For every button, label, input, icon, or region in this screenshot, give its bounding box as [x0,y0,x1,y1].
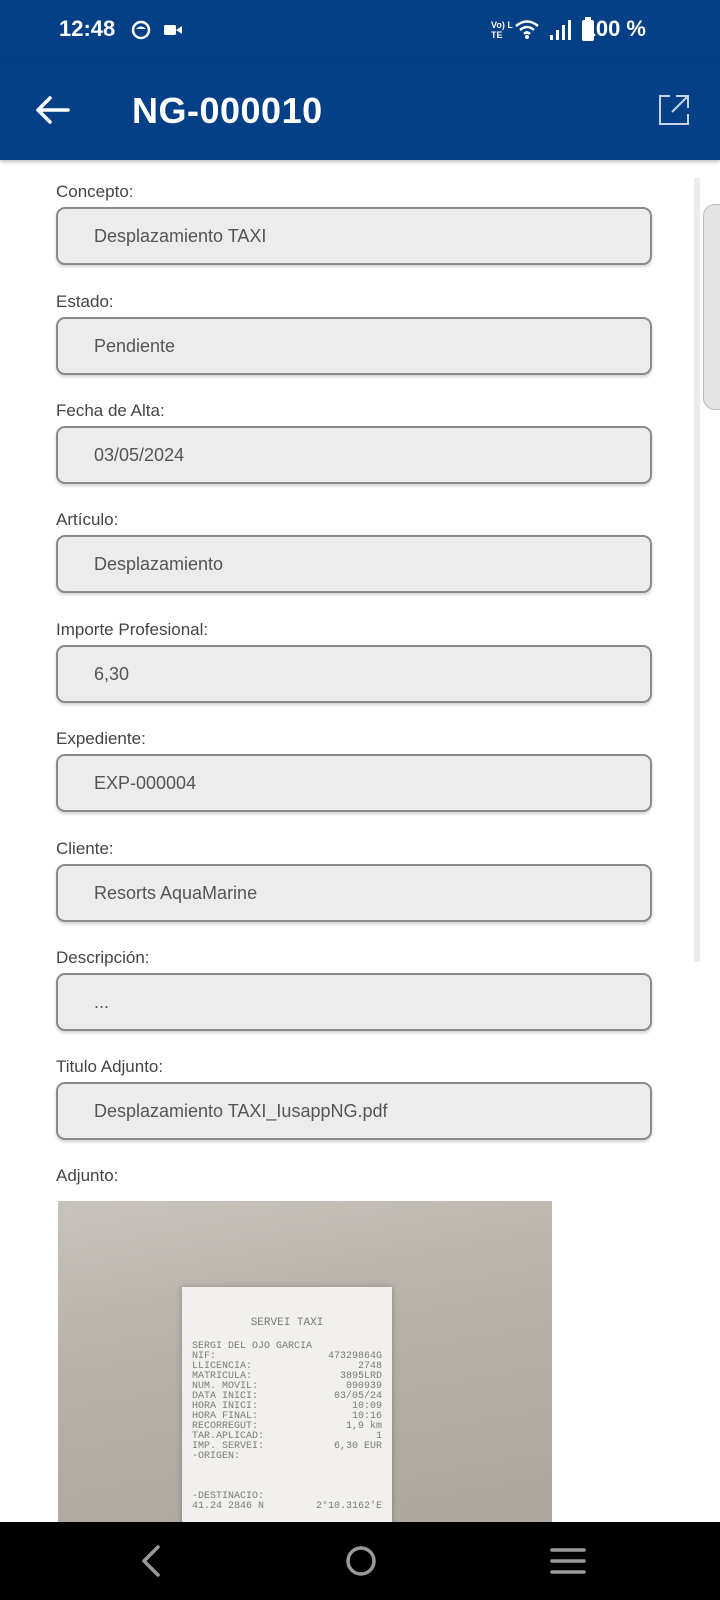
receipt-line: IMP. SERVEI: 6,30 EUR [192,1441,382,1452]
receipt-line: DATA INICI: 03/05/24 [192,1391,382,1402]
receipt-line: TAR.APLICAD: 1 [192,1431,382,1442]
field-expediente[interactable] [56,754,652,812]
volte-icon: Vo) LTE [491,20,513,40]
nav-home-icon [331,1538,391,1584]
back-button[interactable] [28,82,84,138]
app-notification-icon [131,20,151,40]
receipt-line: RECORREGUT: 1,9 km [192,1421,382,1432]
label-cliente: Cliente: [56,839,114,858]
receipt-line: HORA FINAL: 10:16 [192,1411,382,1422]
receipt-line: HORA INICI: 10:09 [192,1401,382,1412]
receipt-line: LLICENCIA: 2748 [192,1361,382,1372]
receipt-photo [182,1287,392,1531]
field-articulo[interactable] [56,535,652,593]
label-estado: Estado: [56,292,114,311]
nav-back-icon [122,1538,182,1584]
status-time: 12:48 [59,16,116,41]
receipt-line: -ORIGEN: [192,1451,241,1462]
field-fecha-alta-value: 03/05/2024 [94,445,185,465]
scroll-track [694,178,700,962]
field-titulo-adjunto[interactable] [56,1082,652,1140]
field-fecha-alta[interactable] [56,426,652,484]
receipt-line: MATRICULA: 3895LRD [192,1371,382,1382]
receipt-line: -DESTINACIO: [192,1491,265,1502]
signal-icon [549,19,573,41]
wifi-icon [514,18,540,40]
field-titulo-adjunto-value: Desplazamiento TAXI_IusappNG.pdf [94,1101,388,1121]
receipt-line: NIF: 47329864G [192,1351,382,1362]
system-nav-bar [0,1522,720,1600]
status-bar [0,0,720,60]
label-descripcion: Descripción: [56,948,150,967]
field-descripcion[interactable] [56,973,652,1031]
label-concepto: Concepto: [56,182,134,201]
label-adjunto: Adjunto: [56,1166,119,1185]
field-estado-value: Pendiente [94,336,176,356]
attachment-image[interactable] [58,1201,552,1531]
nav-menu-icon [538,1538,598,1584]
field-cliente[interactable] [56,864,652,922]
label-importe-profesional: Importe Profesional: [56,620,209,639]
battery-percent: 100 % [583,16,646,41]
video-icon [163,22,183,38]
nav-home-button[interactable] [331,1538,391,1584]
field-descripcion-value: ... [94,992,110,1012]
page-title: NG-000010 [132,90,323,131]
label-articulo: Artículo: [56,510,119,529]
nav-menu-button[interactable] [538,1538,598,1584]
field-concepto-value: Desplazamiento TAXI [94,226,267,246]
field-concepto[interactable] [56,207,652,265]
label-titulo-adjunto: Titulo Adjunto: [56,1057,164,1076]
receipt-line: SERGI DEL OJO GARCIA [192,1341,313,1352]
field-importe-profesional-value: 6,30 [94,664,130,684]
scrollbar-thumb[interactable] [703,204,720,410]
field-articulo-value: Desplazamiento [94,554,224,574]
open-external-icon [654,90,694,130]
receipt-header: SERVEI TAXI [250,1317,324,1329]
field-expediente-value: EXP-000004 [94,773,197,793]
field-estado[interactable] [56,317,652,375]
field-importe-profesional[interactable] [56,645,652,703]
label-fecha-alta: Fecha de Alta: [56,401,165,420]
nav-back-button[interactable] [122,1538,182,1584]
receipt-line: NUM. MOVIL: 090939 [192,1381,382,1392]
receipt-line: 41.24 2846 N 2°10.3162'E [192,1501,382,1512]
field-cliente-value: Resorts AquaMarine [94,883,258,903]
open-external-button[interactable] [654,90,694,130]
app-bar [0,60,720,160]
label-expediente: Expediente: [56,729,146,748]
arrow-back-icon [28,82,84,138]
